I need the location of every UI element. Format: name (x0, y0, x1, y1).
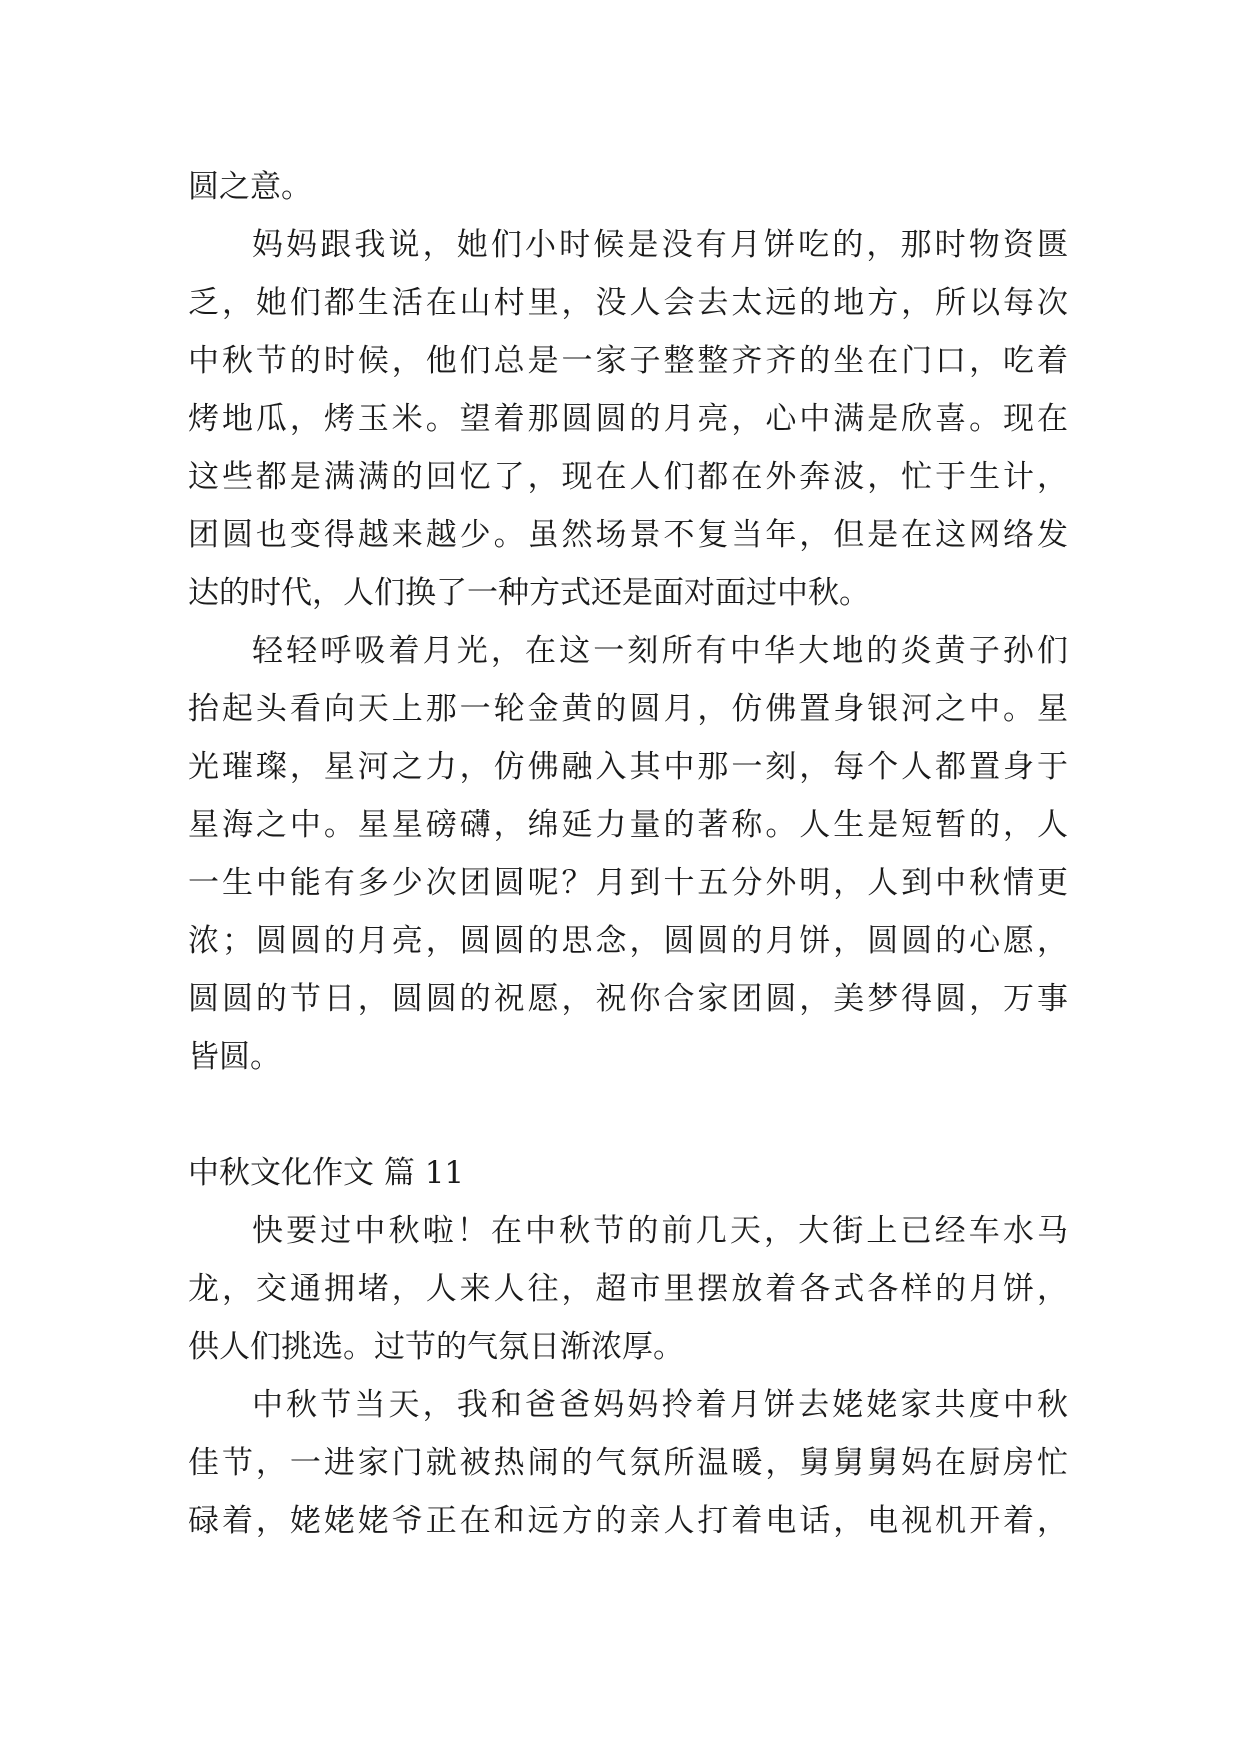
text-line: 圆圆的节日，圆圆的祝愿，祝你合家团圆，美梦得圆，万事 (188, 981, 1068, 1017)
section-2 (188, 1144, 1068, 1550)
text-line: 龙，交通拥堵，人来人往，超市里摆放着各式各样的月饼， (188, 1271, 1068, 1307)
paragraph (188, 622, 1068, 1086)
text-line: 团圆也变得越来越少。虽然场景不复当年，但是在这网络发 (188, 517, 1068, 553)
text-line: 碌着，姥姥姥爷正在和远方的亲人打着电话，电视机开着， (188, 1503, 1068, 1539)
paragraph (188, 216, 1068, 622)
text-line: 妈妈跟我说，她们小时候是没有月饼吃的，那时物资匮 (252, 227, 1068, 263)
text-line: 烤地瓜，烤玉米。望着那圆圆的月亮，心中满是欣喜。现在 (188, 401, 1068, 437)
text-line: 中秋节的时候，他们总是一家子整整齐齐的坐在门口，吃着 (188, 343, 1068, 379)
text-line: 抬起头看向天上那一轮金黄的圆月，仿佛置身银河之中。星 (188, 691, 1068, 727)
section-heading: 中秋文化作文 篇 11 (188, 1155, 465, 1191)
text-line: 一生中能有多少次团圆呢？月到十五分外明，人到中秋情更 (188, 865, 1068, 901)
text-line: 圆之意。 (188, 169, 312, 205)
text-line: 轻轻呼吸着月光，在这一刻所有中华大地的炎黄子孙们 (252, 633, 1068, 669)
section-1 (188, 158, 1068, 1086)
paragraph (188, 1202, 1068, 1376)
text-line: 这些都是满满的回忆了，现在人们都在外奔波，忙于生计， (188, 459, 1068, 495)
paragraph (188, 1376, 1068, 1550)
text-line: 佳节，一进家门就被热闹的气氛所温暖，舅舅舅妈在厨房忙 (188, 1445, 1068, 1481)
text-line: 中秋节当天，我和爸爸妈妈拎着月饼去姥姥家共度中秋 (252, 1387, 1068, 1423)
text-line: 光璀璨，星河之力，仿佛融入其中那一刻，每个人都置身于 (188, 749, 1068, 785)
document-body (188, 158, 1068, 1550)
text-line: 浓；圆圆的月亮，圆圆的思念，圆圆的月饼，圆圆的心愿， (188, 923, 1068, 959)
text-line: 乏，她们都生活在山村里，没人会去太远的地方，所以每次 (188, 285, 1068, 321)
text-line: 皆圆。 (188, 1039, 281, 1075)
paragraph (188, 158, 1068, 216)
text-line: 供人们挑选。过节的气氛日渐浓厚。 (188, 1329, 684, 1365)
text-line: 星海之中。星星磅礴，绵延力量的著称。人生是短暂的，人 (188, 807, 1068, 843)
text-line: 快要过中秋啦！在中秋节的前几天，大街上已经车水马 (252, 1213, 1068, 1249)
text-line: 达的时代，人们换了一种方式还是面对面过中秋。 (188, 575, 870, 611)
